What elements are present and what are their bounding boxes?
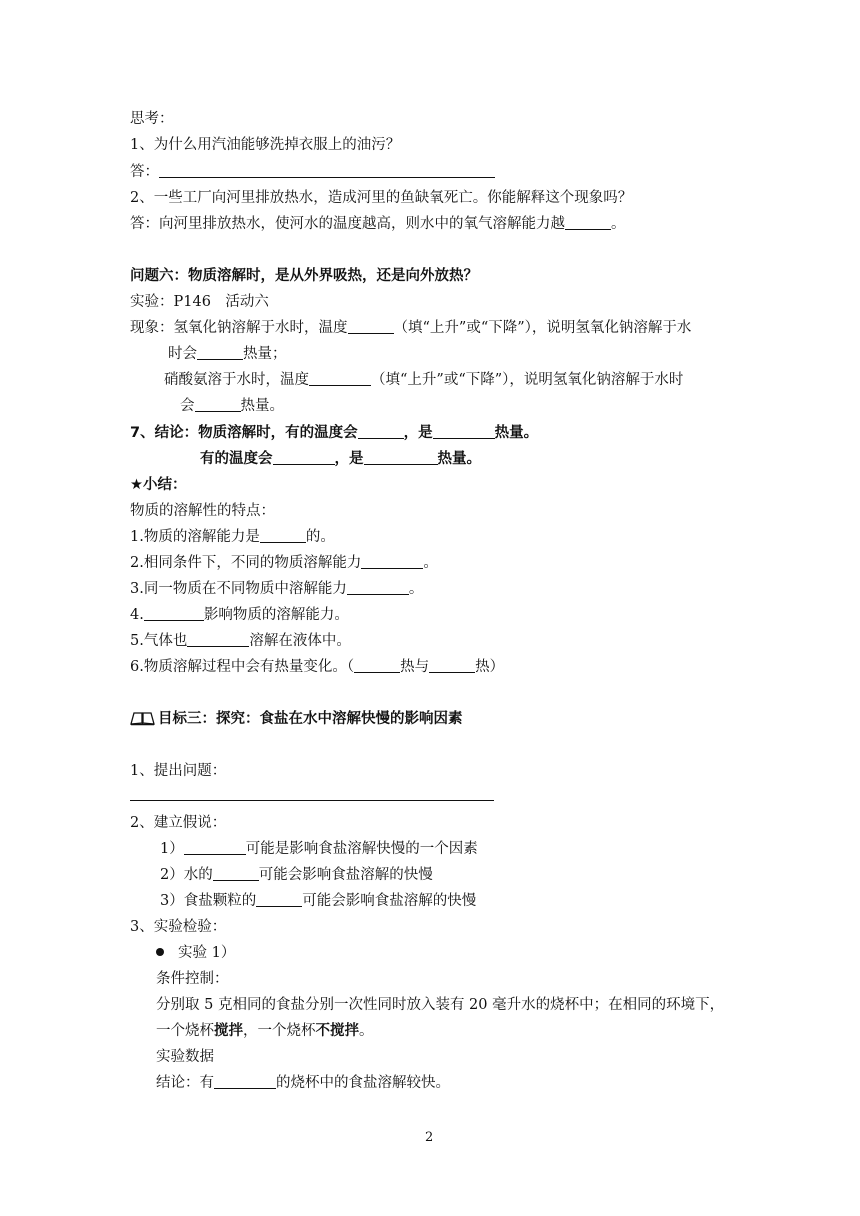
- fill-blank[interactable]: [429, 658, 475, 673]
- fill-blank[interactable]: [184, 840, 246, 855]
- conclusion-text: 结论：有: [156, 1075, 214, 1091]
- stir-text: 搅拌: [214, 1023, 243, 1039]
- think-answer-2: [130, 215, 626, 233]
- summary-text: 1.物质的溶解能力是: [130, 529, 260, 545]
- summary-text: 影响物质的溶解能力。: [203, 607, 349, 623]
- summary-text: 5.气体也: [130, 633, 188, 649]
- phenomenon-text: 现象：氢氧化钠溶解于水时，温度: [130, 320, 348, 336]
- phenomenon-1-cont: [168, 345, 287, 363]
- summary-text: 。: [408, 581, 424, 597]
- answer-text: 答：向河里排放热水，使河水的温度越高，则水中的氧气溶解能力越: [130, 216, 565, 232]
- goal-3-text: 目标三：探究：食盐在水中溶解快慢的影响因素: [158, 711, 463, 727]
- fill-blank[interactable]: [309, 371, 371, 386]
- conclusion-text: 7、结论：物质溶解时，有的温度会: [130, 425, 358, 441]
- think-answer-1: [130, 163, 495, 181]
- answer-line[interactable]: [130, 800, 494, 801]
- question-6-title: 问题六：物质溶解时，是从外界吸热，还是向外放热？: [130, 268, 478, 284]
- conclusion-text: ，是: [403, 425, 433, 441]
- open-book-icon: [130, 710, 156, 731]
- think-question-1: 1、为什么用汽油能够洗掉衣服上的油污？: [130, 137, 401, 153]
- phenomenon-text: 时会: [168, 346, 197, 362]
- condition-text: ，一个烧杯: [243, 1023, 316, 1039]
- fill-blank[interactable]: [361, 554, 423, 569]
- step-1-question: 1、提出问题：: [130, 763, 227, 779]
- experiment-1: [156, 944, 235, 962]
- fill-blank[interactable]: [433, 424, 495, 439]
- condition-label: 条件控制：: [156, 971, 229, 987]
- no-stir-text: 不搅拌: [315, 1023, 359, 1039]
- summary-intro: 物质的溶解性的特点：: [130, 503, 275, 519]
- phenomenon-1: [130, 319, 691, 337]
- phenomenon-text: 热量。: [240, 398, 284, 414]
- summary-text: 3.同一物质在不同物质中溶解能力: [130, 581, 347, 597]
- summary-title: ★小结：: [130, 477, 187, 493]
- hypothesis-text: 3）食盐颗粒的: [160, 893, 257, 909]
- data-label: 实验数据: [156, 1049, 214, 1065]
- conclusion-7-cont: [200, 450, 481, 468]
- goal-3-title: [130, 710, 463, 731]
- fill-blank[interactable]: [364, 450, 438, 465]
- fill-blank[interactable]: [144, 606, 204, 621]
- fill-blank[interactable]: [347, 580, 409, 595]
- hypothesis-text: 2）水的: [160, 867, 213, 883]
- conclusion-text: ，是: [334, 451, 364, 467]
- conclusion-text: 热量。: [494, 425, 539, 441]
- answer-blank[interactable]: [565, 215, 611, 230]
- hypothesis-1: [160, 840, 478, 858]
- fill-blank[interactable]: [348, 319, 394, 334]
- experiment-conclusion: [156, 1074, 450, 1092]
- conclusion-7: [130, 424, 538, 442]
- summary-text: 2.相同条件下，不同的物质溶解能力: [130, 555, 362, 571]
- fill-blank[interactable]: [187, 632, 249, 647]
- hypothesis-text: 1）: [160, 841, 184, 857]
- bullet-icon: [156, 948, 164, 956]
- summary-item-3: [130, 580, 423, 598]
- summary-text: 热）: [475, 659, 505, 675]
- summary-item-1: [130, 528, 335, 546]
- hypothesis-2: [160, 866, 433, 884]
- summary-text: 的。: [305, 529, 335, 545]
- condition-text: 。: [359, 1023, 374, 1039]
- summary-text: 。: [423, 555, 438, 571]
- phenomenon-text: 会: [180, 398, 195, 414]
- phenomenon-text: 热量；: [243, 346, 287, 362]
- fill-blank[interactable]: [214, 1074, 276, 1089]
- fill-blank[interactable]: [197, 345, 243, 360]
- phenomenon-2: [164, 371, 683, 389]
- step-3-experiment: 3、实验检验：: [130, 919, 227, 935]
- hypothesis-text: 可能会影响食盐溶解的快慢: [258, 867, 433, 883]
- summary-item-6: [130, 658, 504, 676]
- think-question-2: 2、一些工厂向河里排放热水，造成河里的鱼缺氧死亡。你能解释这个现象吗？: [130, 190, 633, 206]
- summary-item-4: [130, 606, 349, 624]
- condition-text-1: 分别取 5 克相同的食盐分别一次性同时放入装有 20 毫升水的烧杯中；在相同的环境下，: [156, 997, 725, 1013]
- answer-blank[interactable]: [159, 163, 495, 178]
- fill-blank[interactable]: [358, 424, 404, 439]
- summary-text: 4.: [130, 607, 144, 623]
- summary-item-2: [130, 554, 438, 572]
- hypothesis-text: 可能是影响食盐溶解快慢的一个因素: [245, 841, 478, 857]
- hypothesis-3: [160, 892, 476, 910]
- condition-text: 一个烧杯: [156, 1023, 214, 1039]
- answer-text-end: 。: [611, 216, 626, 232]
- summary-text: 热与: [400, 659, 430, 675]
- fill-blank[interactable]: [260, 528, 306, 543]
- fill-blank[interactable]: [195, 397, 241, 412]
- think-title: 思考：: [130, 111, 174, 127]
- experiment-ref: 实验：P146 活动六: [130, 294, 269, 310]
- fill-blank[interactable]: [354, 658, 400, 673]
- phenomenon-2-cont: [180, 397, 284, 415]
- fill-blank[interactable]: [256, 892, 302, 907]
- summary-item-5: [130, 632, 351, 650]
- conclusion-text: 热量。: [437, 451, 481, 467]
- condition-text-2: [156, 1022, 374, 1040]
- conclusion-text: 有的温度会: [200, 451, 273, 467]
- answer-label: 答：: [130, 164, 159, 180]
- experiment-label: 实验 1）: [178, 945, 236, 961]
- fill-blank[interactable]: [213, 866, 259, 881]
- step-2-hypothesis: 2、建立假说：: [130, 815, 227, 831]
- fill-blank[interactable]: [273, 450, 335, 465]
- page-number: 2: [425, 1130, 434, 1145]
- conclusion-text: 的烧杯中的食盐溶解较快。: [276, 1075, 450, 1091]
- phenomenon-text: （填“上升”或“下降”），说明氢氧化钠溶解于水时: [371, 372, 684, 388]
- phenomenon-text: 硝酸氨溶于水时，温度: [164, 372, 309, 388]
- summary-text: 溶解在液体中。: [249, 633, 351, 649]
- phenomenon-text: （填“上升”或“下降”），说明氢氧化钠溶解于水: [393, 320, 692, 336]
- summary-text: 6.物质溶解过程中会有热量变化。（: [130, 659, 355, 675]
- hypothesis-text: 可能会影响食盐溶解的快慢: [302, 893, 477, 909]
